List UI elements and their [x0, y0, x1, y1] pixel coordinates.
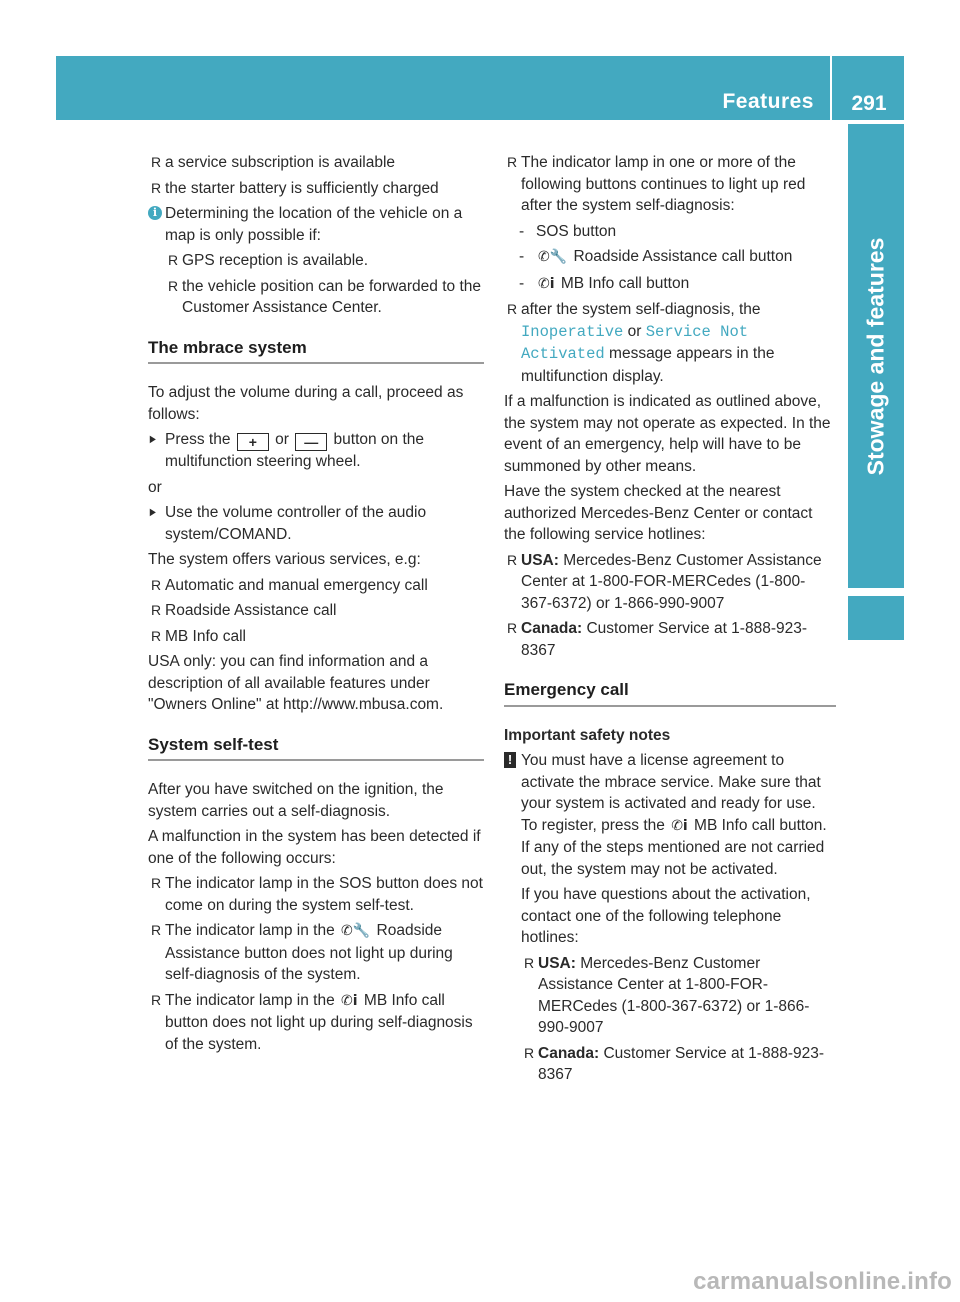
list-item [521, 953, 836, 1039]
list-item-text: Roadside Assistance button does not light up during self-diagnosis of the system. [165, 922, 453, 983]
warning-text: MB Info call button. If any of the steps mentioned are not carried out, the system may not be activated. [521, 816, 827, 878]
hotline-label: USA: [538, 954, 576, 972]
warning-text: You must have a license agreement to activate the mbrace service. Make sure that your system is activated and ready for use. To register, press the [521, 752, 821, 834]
list-item [148, 920, 484, 986]
dash-item [504, 246, 836, 269]
list-item-text: The indicator lamp in the [165, 922, 335, 939]
list-item: R Automatic and manual emergency call [148, 575, 484, 597]
hotline-text: Customer Service at 1-888-923-8367 [538, 1044, 825, 1083]
mb-info-icon: ✆i [538, 275, 555, 292]
warning-note [504, 750, 836, 880]
dash-item-text: MB Info call button [560, 274, 690, 292]
subheading-safety-notes: Important safety notes [504, 726, 671, 744]
minus-key-icon: — [295, 433, 327, 451]
paragraph: If you have questions about the activation, contact one of the following telephone hotlines: [521, 886, 811, 946]
list-item-text: message appears in the multifunction display. [521, 345, 775, 385]
list-item-text: The indicator lamp in the [165, 991, 335, 1009]
paragraph: Have the system checked at the nearest authorized Mercedes-Benz Center or contact the following service hotlines: [504, 483, 813, 543]
chapter-tab-label-wrap [848, 124, 904, 588]
warning-icon: ! [504, 752, 516, 768]
info-note-text: Determining the location of the vehicle on a map is only possible if: [165, 205, 463, 244]
heading-mbrace-system: The mbrace system [148, 337, 484, 365]
info-icon: i [148, 206, 162, 220]
hotline-text: Customer Service at 1-888-923-8367 [521, 620, 808, 659]
chapter-tab-marker [848, 596, 904, 640]
list-item-text: MB Info call button does not light up during self-diagnosis of the system. [165, 991, 473, 1053]
list-item-text: or [627, 322, 642, 340]
heading-emergency-call: Emergency call [504, 679, 836, 707]
plus-key-icon: + [237, 433, 269, 451]
list-item: R GPS reception is available. [165, 250, 484, 272]
list-item: R the vehicle position can be forwarded to the Customer Assistance Center. [165, 276, 484, 319]
hotline-text: Mercedes-Benz Customer Assistance Center at 1-800-FOR-MERCedes (1-800-367-6372) or 1-866-990-9007 [521, 551, 822, 612]
roadside-assistance-icon: ✆🔧 [538, 249, 568, 265]
mb-info-icon: ✆i [341, 992, 358, 1009]
list-item [521, 1043, 836, 1086]
list-item: R Roadside Assistance call [148, 600, 484, 622]
heading-system-self-test: System self-test [148, 734, 484, 762]
step-text: Press the [165, 431, 231, 448]
header-separator [830, 56, 832, 120]
list-item: R The indicator lamp in one or more of the following buttons continues to light up red after the system self-diagnosis: [504, 152, 836, 217]
info-note [148, 203, 484, 246]
paragraph: USA only: you can find information and a description of all available features under "Owners Online" at http://www.mbusa.com. [148, 653, 444, 713]
section-title: Features [722, 90, 814, 113]
display-message-service-not-activated: Service Not Activated [521, 322, 749, 363]
list-item: R The indicator lamp in the SOS button does not come on during the system self-test. [148, 873, 484, 916]
list-item [504, 618, 836, 661]
step-text: button on the multifunction steering wheel. [165, 431, 425, 470]
instruction-step [148, 429, 484, 473]
right-column [504, 152, 836, 1090]
list-item [504, 299, 836, 387]
paragraph: If a malfunction is indicated as outlined above, the system may not operate as expected. In the event of an emergency, help will have to be summoned by other means. [504, 393, 831, 475]
display-message-inoperative: Inoperative [521, 322, 624, 341]
page-number: 291 [851, 92, 887, 115]
list-item [148, 990, 484, 1056]
header-bar [56, 56, 904, 120]
mb-info-icon: ✆i [671, 817, 688, 834]
dash-item: - SOS button [504, 221, 836, 243]
paragraph: or [148, 478, 162, 496]
list-item: R MB Info call [148, 626, 484, 648]
chapter-tab-label: Stowage and features [862, 237, 889, 475]
list-item [504, 550, 836, 615]
watermark: carmanualsonline.info [693, 1268, 952, 1295]
instruction-step: ▶ Use the volume controller of the audio system/COMAND. [148, 502, 484, 545]
paragraph: To adjust the volume during a call, proceed as follows: [148, 384, 464, 423]
paragraph: A malfunction in the system has been detected if one of the following occurs: [148, 828, 481, 867]
left-column [148, 152, 484, 1059]
list-item-text: after the system self-diagnosis, the [521, 301, 761, 318]
roadside-assistance-icon: ✆🔧 [341, 923, 371, 939]
dash-item-text: Roadside Assistance call button [573, 248, 793, 265]
hotline-label: Canada: [538, 1044, 600, 1062]
list-item: R a service subscription is available [148, 152, 484, 174]
paragraph: The system offers various services, e.g: [148, 551, 421, 568]
hotline-text: Mercedes-Benz Customer Assistance Center at 1-800-FOR-MERCedes (1-800-367-6372) or 1-866-990-9007 [538, 954, 810, 1036]
step-text: or [275, 431, 289, 448]
hotline-label: USA: [521, 551, 559, 569]
list-item: R the starter battery is sufficiently charged [148, 178, 484, 200]
dash-item [504, 273, 836, 296]
paragraph: After you have switched on the ignition, the system carries out a self-diagnosis. [148, 781, 444, 820]
hotline-label: Canada: [521, 620, 583, 637]
